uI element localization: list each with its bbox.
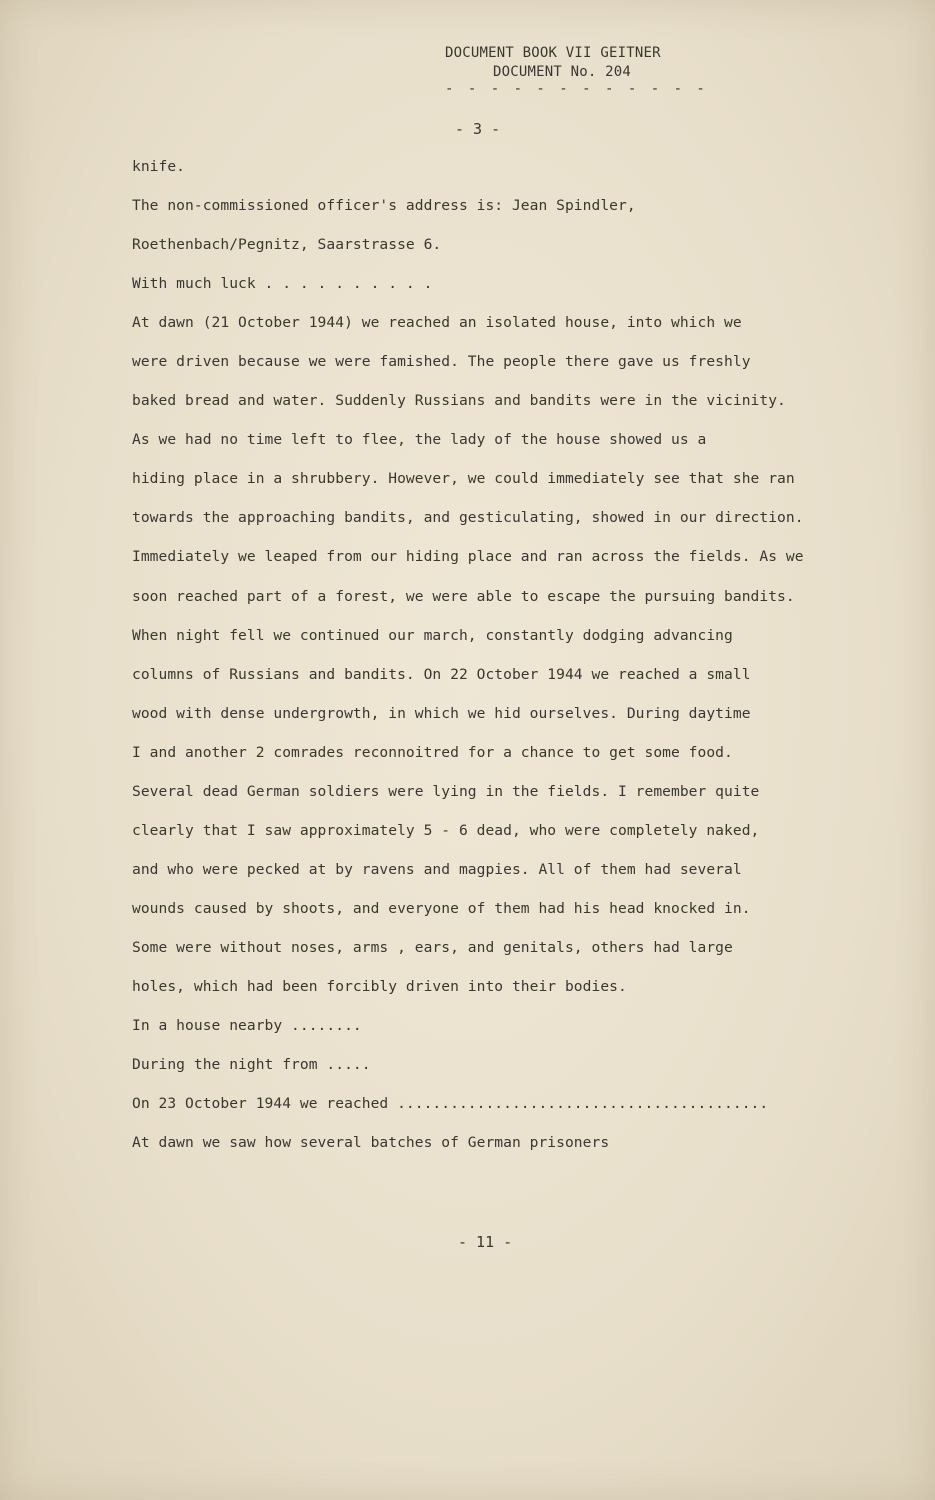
text-line: Several dead German soldiers were lying in the fields. I remember quite xyxy=(132,782,760,800)
text-line: In a house nearby ........ xyxy=(132,1017,362,1035)
text-line: columns of Russians and bandits. On 22 October 1944 we reached a small xyxy=(132,665,751,683)
header-divider: - - - - - - - - - - - - xyxy=(445,81,708,97)
text-line: wounds caused by shoots, and everyone of them had his head knocked in. xyxy=(132,899,751,917)
document-body xyxy=(132,155,877,1170)
document-header xyxy=(430,44,730,96)
text-line: Some were without noses, arms , ears, and genitals, others had large xyxy=(132,938,733,956)
text-line: With much luck . . . . . . . . . . xyxy=(132,275,433,293)
text-line: At dawn (21 October 1944) we reached an isolated house, into which we xyxy=(132,314,742,332)
text-line: Roethenbach/Pegnitz, Saarstrasse 6. xyxy=(132,236,442,254)
header-book-title: DOCUMENT BOOK VII GEITNER xyxy=(445,45,661,61)
page-number-top: - 3 - xyxy=(455,120,501,138)
text-line: clearly that I saw approximately 5 - 6 dead, who were completely naked, xyxy=(132,821,760,839)
text-line: When night fell we continued our march, constantly dodging advancing xyxy=(132,626,733,644)
text-line: As we had no time left to flee, the lady of the house showed us a xyxy=(132,431,707,449)
text-line: wood with dense undergrowth, in which we hid ourselves. During daytime xyxy=(132,704,751,722)
text-line: knife. xyxy=(132,158,186,175)
text-line: towards the approaching bandits, and gesticulating, showed in our direction. xyxy=(132,509,804,527)
header-document-number: DOCUMENT No. 204 xyxy=(493,64,632,80)
text-line: On 23 October 1944 we reached .......................................... xyxy=(132,1095,769,1113)
text-line: Immediately we leaped from our hiding place and ran across the fields. As we xyxy=(132,548,804,566)
text-line: and who were pecked at by ravens and magpies. All of them had several xyxy=(132,860,742,878)
text-line: The non-commissioned officer's address is: Jean Spindler, xyxy=(132,197,636,215)
text-line: holes, which had been forcibly driven into their bodies. xyxy=(132,977,627,995)
text-line: hiding place in a shrubbery. However, we could immediately see that she ran xyxy=(132,470,795,488)
text-line: At dawn we saw how several batches of German prisoners xyxy=(132,1134,610,1152)
text-line: During the night from ..... xyxy=(132,1056,371,1074)
page-number-bottom: - 11 - xyxy=(458,1233,513,1251)
text-line: baked bread and water. Suddenly Russians and bandits were in the vicinity. xyxy=(132,392,786,410)
text-line: I and another 2 comrades reconnoitred for a chance to get some food. xyxy=(132,743,733,761)
text-line: soon reached part of a forest, we were able to escape the pursuing bandits. xyxy=(132,587,795,605)
text-line: were driven because we were famished. The people there gave us freshly xyxy=(132,353,751,371)
